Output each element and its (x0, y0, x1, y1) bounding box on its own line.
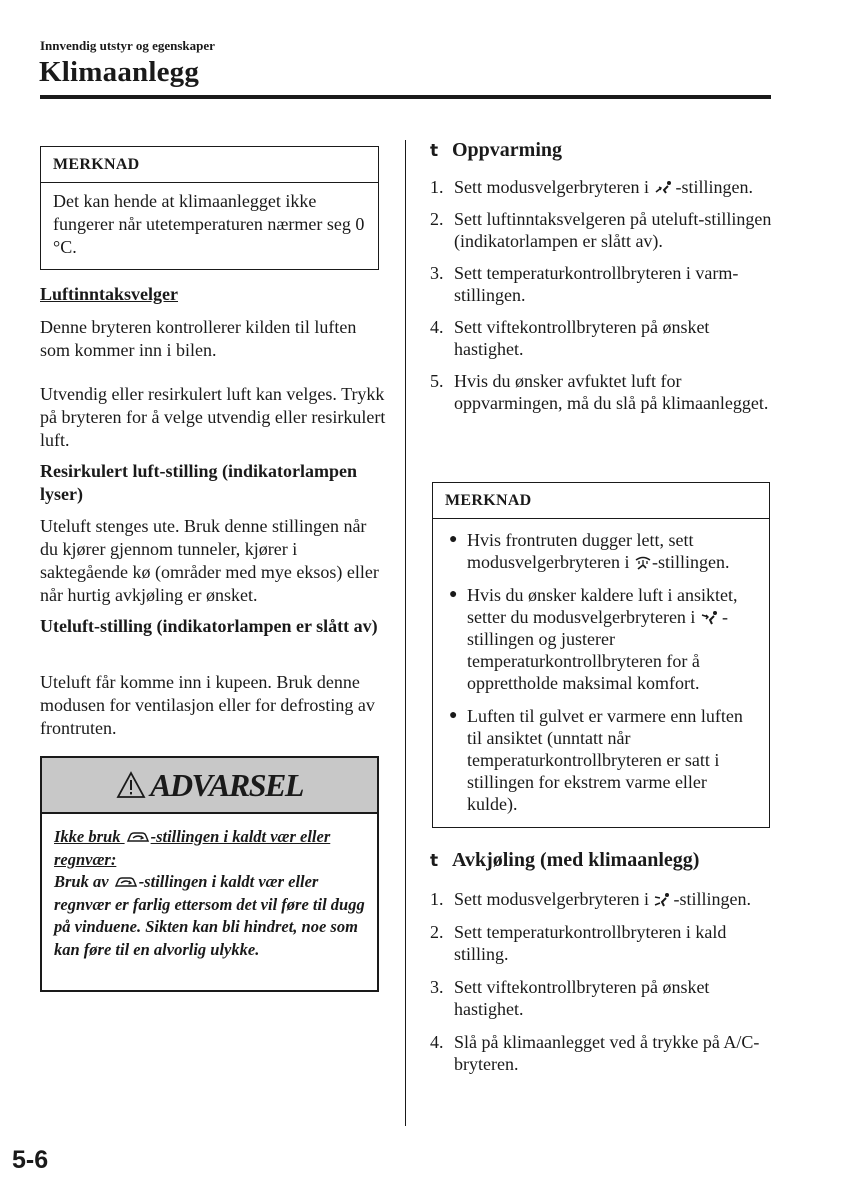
luftinntaksvelger-heading: Luftinntaksvelger (40, 284, 179, 304)
warning-line2: Bruk av -stillingen i kaldt vær eller regnvær er farlig ettersom det vil føre til dugg på vinduene. Sikten kan bli hindret, noe som kan føre til en alvorlig ulykke. (54, 872, 365, 959)
recirculation-car-icon (113, 874, 139, 890)
floor-defrost-mode-icon (634, 555, 652, 571)
warning-header (42, 758, 377, 814)
floor-mode-icon (653, 180, 675, 196)
warning-line1: Ikke bruk -stillingen i kaldt vær eller regnvær: (54, 827, 331, 869)
warning-body (42, 814, 377, 961)
list-item: 3. Sett temperaturkontrollbryteren i varm-stillingen. (430, 263, 739, 305)
list-item: 3. Sett viftekontrollbryteren på ønsket hastighet. (430, 977, 710, 1019)
list-item: 5. Hvis du ønsker avfuktet luft for oppvarmingen, må du slå på klimaanlegget. (430, 371, 769, 413)
list-item: ● Hvis frontruten dugger lett, sett modusvelgerbryteren i -stillingen. (449, 530, 730, 572)
list-item: 2. Sett temperaturkontrollbryteren i kald stilling. (430, 922, 727, 964)
list-item: 4. Slå på klimaanlegget ved å trykke på A/C-bryteren. (430, 1032, 760, 1074)
list-item: 1. Sett modusvelgerbryteren i -stillingen. (430, 889, 751, 909)
note-list (445, 529, 757, 815)
face-mode-icon (700, 610, 722, 626)
avkjoling-heading: t Avkjøling (med klimaanlegg) (430, 849, 700, 871)
column-divider (405, 140, 406, 1126)
warning-triangle-icon (116, 771, 146, 799)
warning-title: ADVARSEL (150, 766, 303, 803)
list-item: 4. Sett viftekontrollbryteren på ønsket hastighet. (430, 317, 710, 359)
page-number: 5-6 (12, 1146, 49, 1174)
note-title: MERKNAD (41, 147, 378, 183)
oppvarming-heading: t Oppvarming (430, 139, 563, 161)
bi-level-mode-icon (653, 892, 673, 908)
uteluft-heading: Uteluft-stilling (indikatorlampen er slått av) (40, 616, 378, 636)
note-box-right (432, 482, 770, 828)
section-bullet: t (430, 851, 439, 871)
list-item: 2. Sett luftinntaksvelgeren på uteluft-stillingen (indikatorlampen er slått av). (430, 209, 772, 251)
list-item: ● Luften til gulvet er varmere enn luften til ansiktet (unntatt når temperaturkontrollbryteren er satt i stillingen for ekstrem varme eller kulde). (449, 706, 743, 814)
recirculation-car-icon (125, 829, 151, 845)
note-body (433, 519, 769, 815)
list-item: 1. Sett modusvelgerbryteren i -stillingen. (430, 177, 753, 197)
warning-box (40, 756, 379, 992)
note-text: Det kan hende at klimaanlegget ikke fungerer når utetemperaturen nærmer seg 0 °C. (53, 191, 365, 257)
avkjoling-steps (430, 888, 775, 1086)
uteluft-body: Uteluft får komme inn i kupeen. Bruk denne modusen for ventilasjon eller for defrosting av frontruten. (40, 672, 375, 738)
luft-paragraph-2: Utvendig eller resirkulert luft kan velges. Trykk på bryteren for å velge utvendig eller resirkulert luft. (40, 384, 386, 450)
section-bullet: t (430, 141, 439, 161)
page-title: Klimaanlegg (39, 56, 200, 88)
note-box-left (40, 146, 379, 270)
resirkulert-body: Uteluft stenges ute. Bruk denne stillingen når du kjører gjennom tunneler, kjører i saktegående kø (områder med mye eksos) eller når hurtig avkjøling er ønsket. (40, 516, 379, 605)
note-title: MERKNAD (433, 483, 769, 519)
resirkulert-heading: Resirkulert luft-stilling (indikatorlampen lyser) (40, 461, 358, 504)
list-item: ● Hvis du ønsker kaldere luft i ansiktet, setter du modusvelgerbryteren i -stillingen og justerer temperaturkontrollbryteren for å opprettholde maksimal komfort. (449, 585, 738, 693)
luft-paragraph-1: Denne bryteren kontrollerer kilden til luften som kommer inn i bilen. (40, 317, 357, 360)
oppvarming-steps (430, 176, 775, 424)
section-label: Innvendig utstyr og egenskaper (40, 38, 215, 53)
title-rule (40, 95, 771, 99)
